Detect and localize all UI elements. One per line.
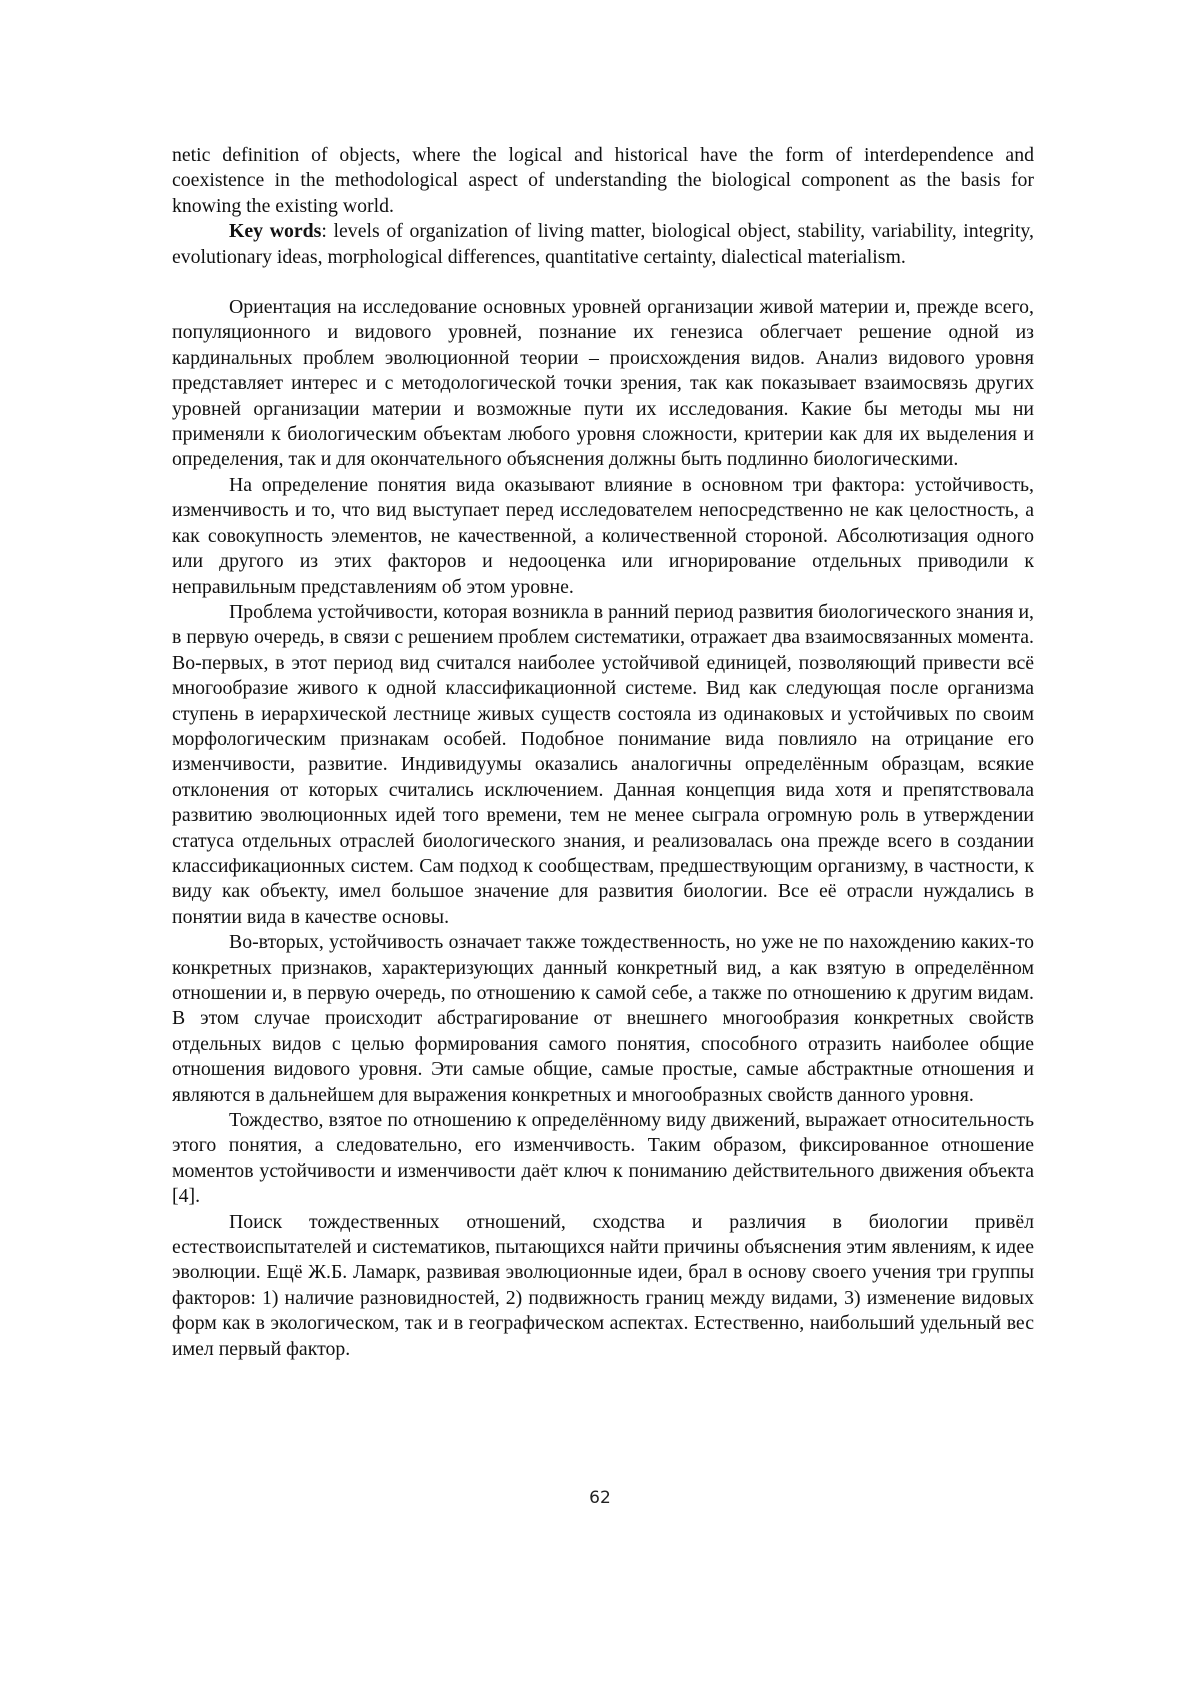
keywords-text: : levels of organization of living matter, biological object, stability, variability, integrity, evolutionary ideas, morphological differences, quantitative certainty, dialectical materialism. (172, 220, 1034, 268)
keywords-line (172, 219, 1034, 270)
keywords-label: Key words (229, 220, 322, 243)
body-text (172, 295, 1034, 1362)
paragraph: Во-вторых, устойчивость означает также тождественность, но уже не по нахождению каких-то конкретных признаков, характеризующих данный конкретный вид, а как взятую в определённом отношении и, в первую очередь, по отношению к самой себе, а также по отношению к другим видам. В этом случае происходит абстрагирование от внешнего многообразия конкретных свойств отдельных видов с целью формирования самого понятия, способного отразить наиболее общие отношения видового уровня. Эти самые общие, самые простые, самые абстрактные отношения и являются в дальнейшем для выражения конкретных и многообразных свойств данного уровня. (172, 931, 1034, 1106)
abstract-section (172, 143, 1034, 270)
paragraph: Тождество, взятое по отношению к определённому виду движений, выражает относительность этого понятия, а следовательно, его изменчивость. Таким образом, фиксированное отношение моментов устойчивости и изменчивости даёт ключ к пониманию действительного движения объекта [4]. (172, 1109, 1034, 1208)
paragraph: Проблема устойчивости, которая возникла в ранний период развития биологического знания и, в первую очередь, в связи с решением проблем систематики, отражает два взаимосвязанных момента. Во-первых, в этот период вид считался наиболее устойчивой единицей, позволяющий привести всё многообразие живого к одной классификационной системе. Вид как следующая после организма ступень в иерархической лестнице живых существ состояла из одинаковых и устойчивых по своим морфологическим признакам особей. Подобное понимание вида повлияло на отрицание его изменчивости, развитие. Индивидуумы оказались аналогичны определённым образцам, всякие отклонения от которых считались исключением. Данная концепция вида хотя и препятствовала развитию эволюционных идей того времени, тем не менее сыграла огромную роль в утверждении статуса отдельных отраслей биологического знания, и реализовалась она прежде всего в создании классификационных систем. Сам подход к сообществам, предшествующим организму, в частности, к виду как объекту, имел большое значение для развития биологии. Все её отрасли нуждались в понятии вида в качестве основы. (172, 600, 1034, 928)
paragraph: Поиск тождественных отношений, сходства и различия в биологии привёл естествоиспытателей и систематиков, пытающихся найти причины объяснения этим явлениям, к идее эволюции. Ещё Ж.Б. Ламарк, развивая эволюционные идеи, брал в основу своего учения три группы факторов: 1) наличие разновидностей, 2) подвижность границ между видами, 3) изменение видовых форм как в экологическом, так и в географическом аспектах. Естественно, наибольший удельный вес имел первый фактор. (172, 1210, 1034, 1360)
page-number: 62 (589, 1488, 611, 1508)
abstract-text: netic definition of objects, where the logical and historical have the form of interdependence and coexistence in the methodological aspect of understanding the biological component as the basis for knowing the existing world. (172, 144, 1034, 217)
document-page (172, 143, 1034, 1362)
paragraph: Ориентация на исследование основных уровней организации живой материи и, прежде всего, популяционного и видового уровней, познание их генезиса облегчает решение одной из кардинальных проблем эволюционной теории – происхождения видов. Анализ видового уровня представляет интерес и с методологической точки зрения, так как показывает взаимосвязь других уровней организации материи и возможные пути их исследования. Какие бы методы мы ни применяли к биологическим объектам любого уровня сложности, критерии как для их выделения и определения, так и для окончательного объяснения должны быть подлинно биологическими. (172, 296, 1034, 471)
paragraph: На определение понятия вида оказывают влияние в основном три фактора: устойчивость, изменчивость и то, что вид выступает перед исследователем непосредственно не как целостность, а как совокупность элементов, не качественной, а количественной стороной. Абсолютизация одного или другого из этих факторов и недооценка или игнорирование отдельных приводили к неправильным представлениям об этом уровне. (172, 473, 1034, 598)
